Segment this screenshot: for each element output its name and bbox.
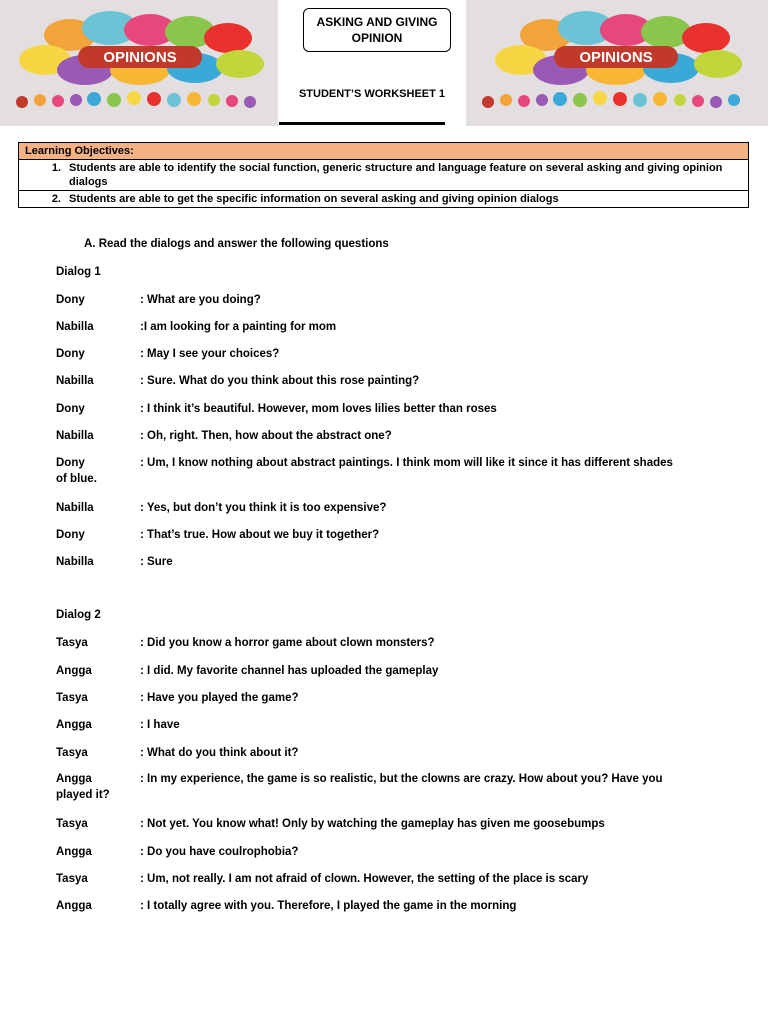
utterance: :I am looking for a painting for mom: [140, 321, 337, 333]
speaker: Angga: [56, 719, 92, 731]
speaker: Dony: [56, 294, 85, 306]
utterance: : May I see your choices?: [140, 348, 280, 360]
utterance: : What are you doing?: [140, 294, 261, 306]
utterance: : I totally agree with you. Therefore, I played the game in the morning: [140, 900, 517, 912]
speaker: Tasya: [56, 692, 88, 704]
dialog-line: [56, 401, 696, 417]
speaker: Angga: [56, 773, 92, 785]
utterance: : Sure: [140, 556, 173, 568]
utterance: : What do you think about it?: [140, 747, 299, 759]
dialog-line: [56, 373, 696, 389]
utterance: : Um, not really. I am not afraid of clown. However, the setting of the place is scary: [140, 873, 589, 885]
opinions-banner-right: [466, 0, 768, 126]
worksheet-number: STUDENT’S WORKSHEET 1: [298, 88, 446, 100]
utterance: : Do you have coulrophobia?: [140, 846, 299, 858]
worksheet-title: ASKING AND GIVING OPINION: [303, 8, 451, 52]
utterance: : Have you played the game?: [140, 692, 299, 704]
dialog-line: [56, 292, 696, 308]
dialog-line: [56, 527, 696, 543]
speaker: Dony: [56, 403, 85, 415]
objective-number: 1.: [51, 162, 61, 174]
speaker: Tasya: [56, 637, 88, 649]
dialog-line: [56, 500, 696, 516]
objective-row: [19, 191, 749, 208]
utterance: : Oh, right. Then, how about the abstract one?: [140, 430, 392, 442]
dialog-line: [56, 816, 696, 832]
utterance: : Did you know a horror game about clown monsters?: [140, 637, 435, 649]
objective-text: Students are able to identify the social function, generic structure and language feature on several asking and giving opinion dialogs: [69, 162, 723, 188]
speaker: Angga: [56, 665, 92, 677]
dialog-line: [56, 663, 696, 679]
dialog-line: [56, 844, 696, 860]
speaker: Angga: [56, 846, 92, 858]
dialog-line: [56, 635, 696, 651]
objective-text: Students are able to get the specific information on several asking and giving opinion dialogs: [69, 193, 559, 205]
utterance: : Yes, but don’t you think it is too expensive?: [140, 502, 387, 514]
banner-text: OPINIONS: [103, 49, 177, 66]
dialog-line: [56, 346, 696, 362]
utterance: : Um, I know nothing about abstract paintings. I think mom will like it since it has different shades of blue.: [56, 457, 673, 485]
objective-row: [19, 160, 749, 191]
speaker: Nabilla: [56, 556, 94, 568]
speaker: Tasya: [56, 747, 88, 759]
speech-bubbles-illustration: [0, 0, 278, 126]
dialog-line: [56, 898, 696, 914]
speaker: Tasya: [56, 818, 88, 830]
header-divider: [279, 122, 445, 125]
dialog-line: [56, 690, 696, 706]
dialog-line: [56, 771, 686, 803]
objective-number: 2.: [51, 193, 61, 205]
dialog-line: [56, 455, 676, 487]
utterance: : I think it’s beautiful. However, mom loves lilies better than roses: [140, 403, 497, 415]
utterance: : In my experience, the game is so realistic, but the clowns are crazy. How about you? Have you played it?: [56, 773, 663, 801]
opinions-banner-left: [0, 0, 278, 126]
speaker: Nabilla: [56, 321, 94, 333]
section-a-instruction: A. Read the dialogs and answer the following questions: [84, 238, 389, 250]
speaker: Angga: [56, 900, 92, 912]
speaker: Nabilla: [56, 375, 94, 387]
dialog-line: [56, 554, 696, 570]
learning-objectives-table: [18, 142, 749, 208]
speaker: Dony: [56, 457, 85, 469]
utterance: : That’s true. How about we buy it together?: [140, 529, 380, 541]
utterance: : I have: [140, 719, 180, 731]
dialog-1-label: Dialog 1: [56, 266, 101, 278]
speaker: Nabilla: [56, 430, 94, 442]
banner-text: OPINIONS: [579, 49, 653, 66]
speaker: Nabilla: [56, 502, 94, 514]
worksheet-header: [279, 0, 465, 126]
dialog-line: [56, 717, 696, 733]
dialog-line: [56, 428, 696, 444]
speech-bubbles-illustration: [466, 0, 768, 126]
utterance: : Sure. What do you think about this rose painting?: [140, 375, 420, 387]
dialog-line: [56, 745, 696, 761]
dialog-line: [56, 871, 696, 887]
dialog-line: [56, 319, 696, 335]
dialog-2-label: Dialog 2: [56, 609, 101, 621]
speaker: Tasya: [56, 873, 88, 885]
utterance: : I did. My favorite channel has uploaded the gameplay: [140, 665, 439, 677]
objectives-heading: Learning Objectives:: [19, 143, 749, 160]
speaker: Dony: [56, 529, 85, 541]
speaker: Dony: [56, 348, 85, 360]
utterance: : Not yet. You know what! Only by watching the gameplay has given me goosebumps: [140, 818, 605, 830]
